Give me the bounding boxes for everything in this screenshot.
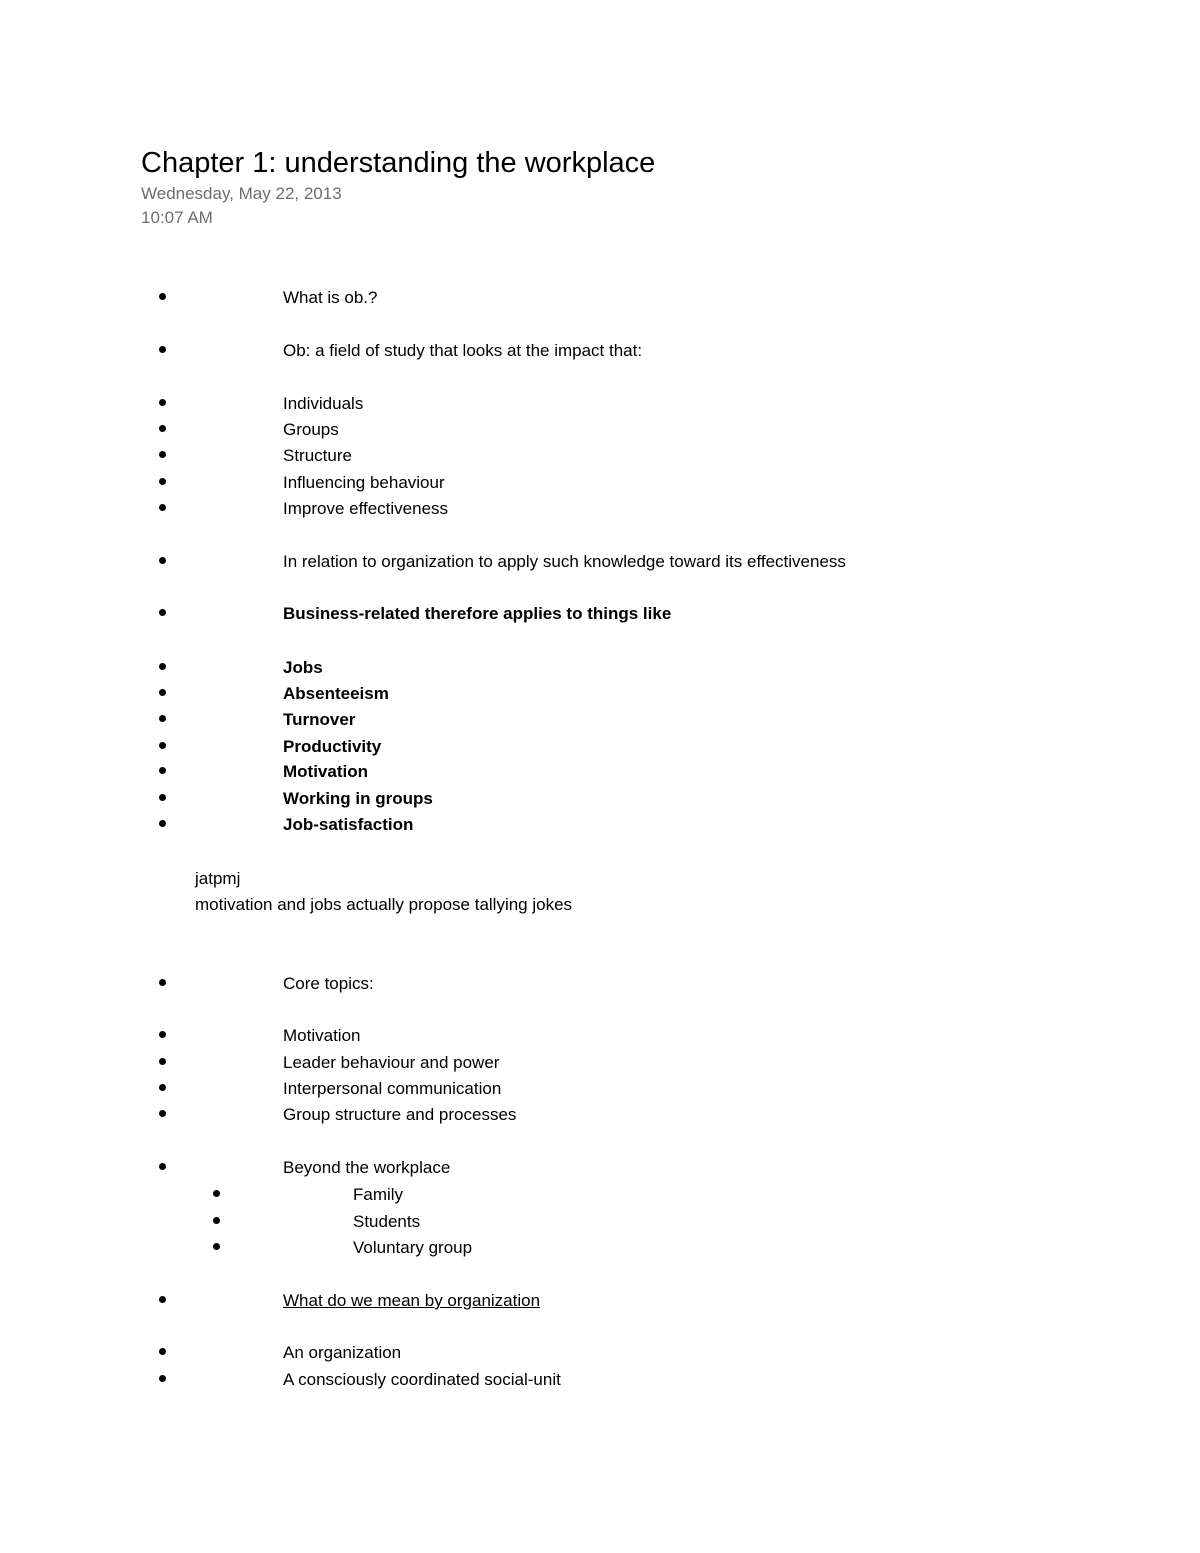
list-item-text: Turnover bbox=[283, 710, 356, 729]
list-item-text: Improve effectiveness bbox=[283, 499, 449, 518]
mnemonic-text: jatpmj bbox=[195, 869, 241, 888]
bullet-icon bbox=[159, 767, 166, 774]
list-item-text: Jobs bbox=[283, 658, 323, 677]
list-item-text: Motivation bbox=[283, 762, 368, 781]
list-item-text: Business-related therefore applies to things like bbox=[283, 604, 672, 623]
list-item-text: Voluntary group bbox=[353, 1238, 473, 1257]
bullet-icon bbox=[159, 1163, 166, 1170]
list-item bbox=[0, 736, 1200, 762]
list-item bbox=[0, 419, 1200, 445]
bullet-icon bbox=[159, 425, 166, 432]
list-item-text: Beyond the workplace bbox=[283, 1158, 451, 1177]
bullet-icon bbox=[213, 1217, 220, 1224]
note-date: Wednesday, May 22, 2013 bbox=[141, 184, 342, 203]
bullet-icon bbox=[213, 1190, 220, 1197]
list-item-text: Family bbox=[353, 1185, 404, 1204]
bullet-icon bbox=[159, 1084, 166, 1091]
list-item-text: Groups bbox=[283, 420, 339, 439]
sub-list-item bbox=[0, 1237, 1200, 1263]
bullet-icon bbox=[159, 293, 166, 300]
list-item bbox=[0, 498, 1200, 524]
list-item bbox=[0, 1104, 1200, 1130]
bullet-icon bbox=[213, 1243, 220, 1250]
bullet-icon bbox=[159, 742, 166, 749]
sub-list-item bbox=[0, 1184, 1200, 1210]
list-item bbox=[0, 814, 1200, 840]
list-item-text: Structure bbox=[283, 446, 352, 465]
list-item-text: Students bbox=[353, 1212, 421, 1231]
list-item-text: Productivity bbox=[283, 737, 382, 756]
mnemonic-phrase: motivation and jobs actually propose tallying jokes bbox=[195, 895, 573, 914]
list-item-text: What is ob.? bbox=[283, 288, 378, 307]
list-item bbox=[0, 340, 1200, 366]
list-item bbox=[0, 603, 1200, 629]
list-item bbox=[0, 1157, 1200, 1183]
list-item bbox=[0, 1025, 1200, 1051]
bullet-icon bbox=[159, 1348, 166, 1355]
list-item bbox=[0, 788, 1200, 814]
sub-list-item bbox=[0, 1211, 1200, 1237]
list-item-text: Group structure and processes bbox=[283, 1105, 517, 1124]
list-item bbox=[0, 657, 1200, 683]
list-item bbox=[0, 683, 1200, 709]
bullet-icon bbox=[159, 399, 166, 406]
list-item bbox=[0, 551, 1200, 577]
bullet-icon bbox=[159, 346, 166, 353]
list-item-text: Absenteeism bbox=[283, 684, 389, 703]
list-item-text: Core topics: bbox=[283, 974, 374, 993]
list-item-text: Influencing behaviour bbox=[283, 473, 445, 492]
list-item bbox=[0, 1369, 1200, 1395]
list-item bbox=[0, 973, 1200, 999]
list-item bbox=[0, 1078, 1200, 1104]
bullet-icon bbox=[159, 715, 166, 722]
bullet-icon bbox=[159, 609, 166, 616]
bullet-icon bbox=[159, 979, 166, 986]
list-item bbox=[0, 393, 1200, 419]
bullet-icon bbox=[159, 504, 166, 511]
bullet-icon bbox=[159, 1031, 166, 1038]
page-title: Chapter 1: understanding the workplace bbox=[141, 147, 656, 179]
list-item bbox=[0, 445, 1200, 471]
list-item bbox=[0, 472, 1200, 498]
bullet-icon bbox=[159, 663, 166, 670]
bullet-icon bbox=[159, 451, 166, 458]
list-item-text: A consciously coordinated social-unit bbox=[283, 1370, 561, 1389]
bullet-icon bbox=[159, 794, 166, 801]
list-item bbox=[0, 761, 1200, 787]
list-item-text: Motivation bbox=[283, 1026, 361, 1045]
list-item-text: Working in groups bbox=[283, 789, 433, 808]
list-item-text: Ob: a field of study that looks at the impact that: bbox=[283, 341, 643, 360]
bullet-icon bbox=[159, 478, 166, 485]
list-item bbox=[0, 709, 1200, 735]
bullet-icon bbox=[159, 1375, 166, 1382]
bullet-icon bbox=[159, 689, 166, 696]
list-item-text: Interpersonal communication bbox=[283, 1079, 502, 1098]
list-item-text: Job-satisfaction bbox=[283, 815, 414, 834]
list-item-text: Individuals bbox=[283, 394, 364, 413]
list-item-text: An organization bbox=[283, 1343, 402, 1362]
note-time: 10:07 AM bbox=[141, 208, 213, 227]
list-item bbox=[0, 1290, 1200, 1316]
bullet-icon bbox=[159, 820, 166, 827]
list-item-text: Leader behaviour and power bbox=[283, 1053, 500, 1072]
list-item-text: In relation to organization to apply such knowledge toward its effectiveness bbox=[283, 552, 846, 571]
list-item-text: What do we mean by organization bbox=[283, 1291, 541, 1310]
list-item bbox=[0, 1052, 1200, 1078]
bullet-icon bbox=[159, 1110, 166, 1117]
list-item bbox=[0, 1342, 1200, 1368]
bullet-icon bbox=[159, 1058, 166, 1065]
list-item bbox=[0, 287, 1200, 313]
bullet-icon bbox=[159, 557, 166, 564]
bullet-icon bbox=[159, 1296, 166, 1303]
